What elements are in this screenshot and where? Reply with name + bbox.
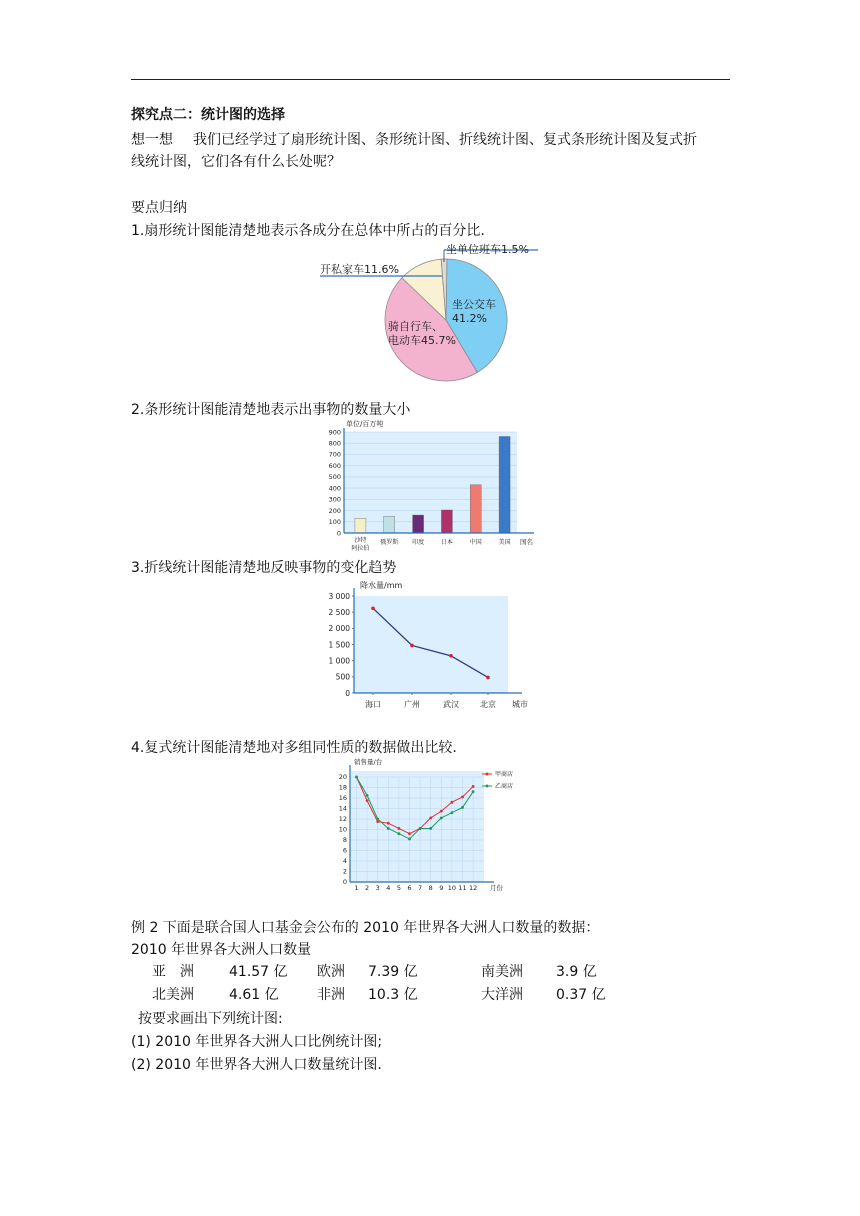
pop-namerica-value: 4.61 亿 xyxy=(229,987,279,1003)
sales-point-1 xyxy=(429,827,432,830)
sales-point-0 xyxy=(408,832,411,835)
sales-xtick-label: 3 xyxy=(375,884,380,892)
bar-2 xyxy=(413,515,424,533)
sales-ytick-label: 12 xyxy=(338,815,347,824)
bar-xtick-label: 美国 xyxy=(498,539,511,546)
sales-ytick-label: 18 xyxy=(338,783,347,792)
sales-yticks xyxy=(339,773,347,886)
bar-1 xyxy=(384,516,395,533)
rain-xtick-label: 广州 xyxy=(404,700,420,709)
bar-xlabels xyxy=(351,536,510,552)
sales-point-1 xyxy=(461,806,464,809)
rain-ytick-label: 3 000 xyxy=(328,591,350,601)
bar-4 xyxy=(470,485,481,533)
sales-point-1 xyxy=(398,832,401,835)
pop-namerica-name: 北美洲 xyxy=(152,987,194,1003)
sales-point-0 xyxy=(387,822,390,825)
pop-oceania-name: 大洋洲 xyxy=(481,987,523,1003)
sales-legend xyxy=(482,770,513,790)
bar-ylabel: 单位/百万吨 xyxy=(346,420,384,428)
sales-ytick-label: 2 xyxy=(342,867,347,876)
sales-xtick-label: 7 xyxy=(418,884,423,892)
example-instruction: 按要求画出下列统计图: xyxy=(138,1011,283,1027)
bar-ytick-label: 400 xyxy=(328,484,341,493)
sales-xtick-label: 1 xyxy=(354,884,359,892)
sales-ytick-label: 20 xyxy=(338,773,347,782)
sales-point-1 xyxy=(366,794,369,797)
rain-ylabel: 降水量/mm xyxy=(360,581,403,590)
sales-xtick-label: 8 xyxy=(428,884,433,892)
pop-samerica-name: 南美洲 xyxy=(481,964,523,980)
pie-label-bus-name: 坐公交车 xyxy=(452,298,496,311)
sales-point-0 xyxy=(472,785,475,788)
sales-ytick-label: 6 xyxy=(342,846,347,855)
rain-plot-area xyxy=(354,596,508,693)
sales-point-1 xyxy=(440,817,443,820)
pie-label-private: 开私家车11.6% xyxy=(320,263,399,276)
sales-xtick-label: 5 xyxy=(396,884,401,892)
bar-yticks xyxy=(329,428,341,537)
sales-point-1 xyxy=(472,790,475,793)
summary-title: 要点归纳 xyxy=(131,200,187,216)
sales-ytick-label: 8 xyxy=(342,836,347,845)
pop-asia-name: 亚 洲 xyxy=(152,964,194,980)
pie-label-shuttle: 坐单位班车1.5% xyxy=(446,243,529,256)
sales-ytick-label: 14 xyxy=(338,804,347,813)
pie-chart xyxy=(316,240,544,386)
rain-xtick-label: 武汉 xyxy=(443,700,459,709)
bar-chart xyxy=(326,418,542,556)
sales-point-1 xyxy=(376,818,379,821)
rain-ytick-label: 500 xyxy=(335,672,350,682)
bar-xtick-label: 沙特 xyxy=(354,537,367,544)
sales-point-0 xyxy=(461,796,464,799)
sales-point-1 xyxy=(408,838,411,841)
bar-ytick-label: 700 xyxy=(328,450,341,459)
pop-africa-value: 10.3 亿 xyxy=(368,987,418,1003)
sales-point-0 xyxy=(440,810,443,813)
bar-ytick-label: 800 xyxy=(328,439,341,448)
bar-ytick-label: 500 xyxy=(328,473,341,482)
sales-ytick-label: 4 xyxy=(342,857,347,866)
sales-ylabel: 销售量/台 xyxy=(354,758,383,766)
pop-oceania-value: 0.37 亿 xyxy=(556,987,606,1003)
sales-point-1 xyxy=(387,827,390,830)
rain-xtick-label: 海口 xyxy=(365,700,381,709)
point-1: 1.扇形统计图能清楚地表示各成分在总体中所占的百分比. xyxy=(131,223,485,239)
rain-ytick-label: 1 500 xyxy=(328,640,350,650)
bar-xtick-label: 俄罗斯 xyxy=(380,539,399,546)
legend-b-label: 乙商店 xyxy=(495,783,514,790)
point-2: 2.条形统计图能清楚地表示出事物的数量大小 xyxy=(131,402,411,418)
bar-xtick-label: 中国 xyxy=(469,539,482,546)
pop-asia-value: 41.57 亿 xyxy=(229,964,288,980)
bar-ytick-label: 0 xyxy=(336,529,341,538)
sales-xtick-label: 6 xyxy=(407,884,412,892)
sales-xtick-label: 10 xyxy=(447,884,457,892)
legend-a-label: 甲商店 xyxy=(495,771,514,778)
point-3: 3.折线统计图能清楚地反映事物的变化趋势 xyxy=(131,560,397,576)
sales-ytick-label: 0 xyxy=(342,878,347,887)
sales-xticks xyxy=(354,884,477,892)
pop-europe-value: 7.39 亿 xyxy=(368,964,418,980)
bar-ytick-label: 200 xyxy=(328,506,341,515)
sales-point-0 xyxy=(398,827,401,830)
sales-point-0 xyxy=(429,817,432,820)
think-line-2: 线统计图，它们各有什么长处呢？ xyxy=(131,154,341,170)
sales-xtick-label: 9 xyxy=(439,884,444,892)
bar-3 xyxy=(441,510,452,533)
pop-africa-name: 非洲 xyxy=(317,987,345,1003)
bar-xlabel: 国名 xyxy=(520,538,533,546)
rain-point xyxy=(449,654,453,658)
rain-ytick-label: 0 xyxy=(345,688,350,698)
rain-xlabel: 城市 xyxy=(512,700,528,709)
think-label: 想一想 xyxy=(131,132,173,148)
example-intro: 例 2 下面是联合国人口基金会公布的 2010 年世界各大洲人口数量的数据： xyxy=(131,920,600,936)
rain-ytick-label: 2 500 xyxy=(328,607,350,617)
pie-label-bus-value: 41.2% xyxy=(452,312,487,325)
sales-point-0 xyxy=(366,799,369,802)
rain-ytick-label: 2 000 xyxy=(328,624,350,634)
sales-line-chart xyxy=(330,757,530,893)
sales-point-1 xyxy=(419,827,422,830)
rain-point xyxy=(486,676,490,680)
sales-xtick-label: 11 xyxy=(458,884,467,892)
pie-label-bike-value: 电动车45.7% xyxy=(388,334,456,347)
bar-xtick-label: 日本 xyxy=(440,539,453,546)
pie-label-bike-name: 骑自行车、 xyxy=(388,320,443,333)
section-title: 探究点二：统计图的选择 xyxy=(131,107,285,123)
sales-ytick-label: 10 xyxy=(338,825,347,834)
pop-samerica-value: 3.9 亿 xyxy=(556,964,597,980)
header-rule xyxy=(131,79,730,80)
bar-xtick-label: 阿拉伯 xyxy=(351,545,370,552)
point-4: 4.复式统计图能清楚地对多组同性质的数据做出比较. xyxy=(131,740,457,756)
sales-xtick-label: 2 xyxy=(365,884,370,892)
rain-line-chart xyxy=(326,578,534,712)
bar-ytick-label: 300 xyxy=(328,495,341,504)
sales-xlabel: 月份 xyxy=(490,884,503,892)
bar-plot-area xyxy=(344,432,517,533)
sales-point-1 xyxy=(451,811,454,814)
bar-ytick-label: 900 xyxy=(328,428,341,437)
task-2: (2) 2010 年世界各大洲人口数量统计图. xyxy=(131,1057,382,1073)
sales-point-0 xyxy=(376,820,379,823)
rain-ytick-label: 1 000 xyxy=(328,656,350,666)
pop-europe-name: 欧洲 xyxy=(317,964,345,980)
rain-point xyxy=(371,606,375,610)
bar-ytick-label: 600 xyxy=(328,461,341,470)
think-line-1: 我们已经学过了扇形统计图、条形统计图、折线统计图、复式条形统计图及复式折 xyxy=(193,132,697,148)
rain-xlabels xyxy=(365,693,496,709)
example-table-title: 2010 年世界各大洲人口数量 xyxy=(131,942,312,958)
sales-ytick-label: 16 xyxy=(338,794,347,803)
rain-point xyxy=(410,644,414,648)
rain-yticks xyxy=(329,592,354,698)
sales-xtick-label: 4 xyxy=(386,884,391,892)
sales-point-0 xyxy=(451,801,454,804)
bar-5 xyxy=(499,436,510,533)
bar-ytick-label: 100 xyxy=(328,518,341,527)
bar-xtick-label: 印度 xyxy=(412,539,425,546)
rain-xtick-label: 北京 xyxy=(480,700,496,709)
task-1: (1) 2010 年世界各大洲人口比例统计图; xyxy=(131,1034,383,1050)
sales-point-1 xyxy=(355,776,358,779)
bar-0 xyxy=(355,518,366,533)
sales-xtick-label: 12 xyxy=(468,884,478,892)
